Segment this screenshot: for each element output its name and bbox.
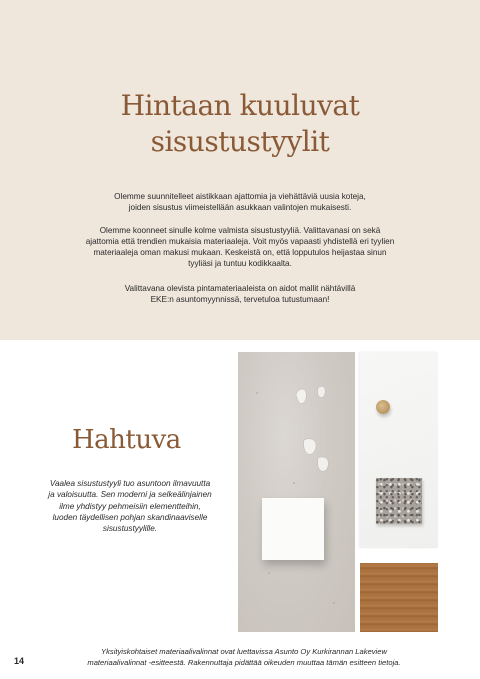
footnote-line: Yksityiskohtaiset materiaalivalinnat ovat luettavissa Asunto Oy Kurkirannan Lakeview xyxy=(101,647,387,656)
intro-p2-line: materiaaleja oman makusi mukaan. Keskeistä on, että lopputulos heijastaa sinun xyxy=(93,248,387,257)
intro-paragraph-3 xyxy=(70,283,410,305)
page-title-line-2: sisustustyylit xyxy=(150,125,330,158)
intro-paragraph-1 xyxy=(70,191,410,213)
page-title xyxy=(0,88,480,160)
style-description-line: sisustustyylille. xyxy=(102,524,158,534)
intro-p2-line: ajattomia että trendien mukaisia materiaaleja. Voit myös vapaasti yhdistellä eri tyylien xyxy=(85,237,395,246)
intro-paragraph-2 xyxy=(70,225,410,269)
white-tile-sample xyxy=(262,498,324,560)
footnote xyxy=(60,647,428,668)
intro-p1-line: Olemme suunnitelleet aistikkaan ajattomia ja viehättäviä uusia koteja, xyxy=(114,192,366,201)
style-description-line: ja valoisuutta. Sen moderni ja selkeälinjainen xyxy=(48,490,212,500)
stone-speck xyxy=(293,482,295,484)
intro-p2-line: Olemme koonneet sinulle kolme valmista sisustustyyliä. Valittavanasi on sekä xyxy=(99,226,381,235)
style-description xyxy=(20,478,240,534)
intro-p3-line: Valittavana olevista pintamateriaaleista on aidot mallit nähtävillä xyxy=(124,284,356,293)
footnote-line: materiaalivalinnat -esitteestä. Rakennuttaja pidättää oikeuden muuttaa tämän esitteen tietoja. xyxy=(87,657,401,667)
style-description-line: Vaalea sisustustyyli tuo asuntoon ilmavuutta xyxy=(49,479,211,488)
material-board-photo xyxy=(238,352,438,632)
cork-knob-sample xyxy=(376,400,390,414)
intro-p3-line: EKE:n asuntomyynnissä, tervetuloa tutustumaan! xyxy=(150,295,330,304)
style-description-line: ilme yhdistyy pehmeisiin elementteihin, xyxy=(59,501,201,511)
intro-p2-line: tyyliäsi ja tuntuu kodikkaalta. xyxy=(188,259,292,268)
stone-speck xyxy=(333,602,335,604)
stone-speck xyxy=(256,392,258,394)
intro-p1-line: joiden sisustus viimeistellään asukkaan valintojen mukaisesti. xyxy=(128,203,352,212)
stone-speck xyxy=(268,572,270,574)
feathers-decoration xyxy=(278,382,338,482)
page-title-line-1: Hintaan kuuluvat xyxy=(120,89,360,122)
page-number: 14 xyxy=(14,656,25,666)
style-name-heading: Hahtuva xyxy=(72,425,181,455)
style-description-line: luoden täydellisen pohjan skandinaaviselle xyxy=(52,512,208,522)
wood-panel-sample xyxy=(360,563,438,632)
terrazzo-sample xyxy=(376,478,422,524)
